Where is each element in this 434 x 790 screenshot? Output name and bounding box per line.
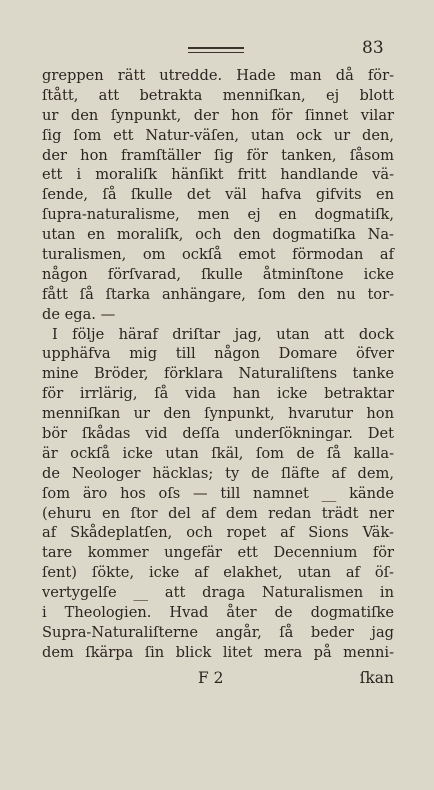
- body-text: [42, 66, 394, 663]
- text-line: upphäfva mig till någon Domare öfver: [42, 345, 394, 363]
- text-line: ur den ſynpunkt, der hon för ſinnet vilar: [42, 106, 394, 124]
- text-line: är ockſå icke utan ſkäl, ſom de ſå kalla-: [42, 444, 394, 462]
- text-line: utan en moraliſk, och den dogmatiſka Na-: [42, 226, 394, 244]
- text-line: I följe häraf driſtar jag, utan att dock: [52, 325, 394, 343]
- text-line: der hon framſtäller ſig för tanken, ſåsom: [42, 146, 394, 164]
- text-line: ſtått, att betrakta menniſkan, ej blott: [42, 86, 394, 104]
- text-line: ſende, ſå ſkulle det väl hafva gifvits en: [42, 186, 394, 204]
- catchword: ſkan: [359, 669, 394, 687]
- text-line: (ehuru en ſtor del af dem redan trädt ner: [42, 504, 394, 522]
- text-line: tare kommer ungefär ett Decennium för: [42, 544, 394, 562]
- text-line: mine Bröder, förklara Naturaliſtens tanke: [42, 365, 394, 383]
- text-line: turalismen, om ockſå emot förmodan af: [42, 246, 394, 264]
- text-line: dem ſkärpa ſin blick litet mera på menni-: [42, 643, 394, 661]
- text-line: vertygelſe __ att draga Naturalismen in: [42, 584, 394, 602]
- text-line: för irrlärig, ſå vida han icke betraktar: [42, 385, 394, 403]
- page-number: 83: [362, 38, 384, 58]
- text-line: ſom äro hos oſs — till namnet __ kände: [42, 484, 394, 502]
- text-line: ſent) ſökte, icke af elakhet, utan af öſ-: [42, 564, 394, 582]
- text-line: ſupra-naturalisme, men ej en dogmatiſk,: [42, 206, 394, 224]
- text-line: bör ſkådas vid deſſa underſökningar. Det: [42, 425, 394, 443]
- header-rule: [188, 47, 244, 53]
- text-line: i Theologien. Hvad åter de dogmatiſke: [42, 604, 394, 622]
- text-line: de Neologer häcklas; ty de ſläfte af dem,: [42, 464, 394, 482]
- text-line: Supra-Naturaliſterne angår, ſå beder jag: [42, 623, 394, 641]
- text-line: fått ſå ſtarka anhängare, ſom den nu tor-: [42, 285, 394, 303]
- text-line: ſig ſom ett Natur-väſen, utan ock ur den,: [42, 126, 394, 144]
- text-line: af Skådeplatſen, och ropet af Sions Väk-: [42, 524, 394, 542]
- text-line: någon förſvarad, ſkulle åtminſtone icke: [42, 265, 394, 283]
- page-footer: [42, 669, 394, 691]
- text-line: ett i moraliſk hänſikt fritt handlande vä-: [42, 166, 394, 184]
- text-line: de ega. —: [42, 305, 116, 323]
- text-line: menniſkan ur den ſynpunkt, hvarutur hon: [42, 405, 394, 423]
- text-line: greppen rätt utredde. Hade man då för-: [42, 67, 394, 84]
- signature-mark: F 2: [198, 669, 224, 687]
